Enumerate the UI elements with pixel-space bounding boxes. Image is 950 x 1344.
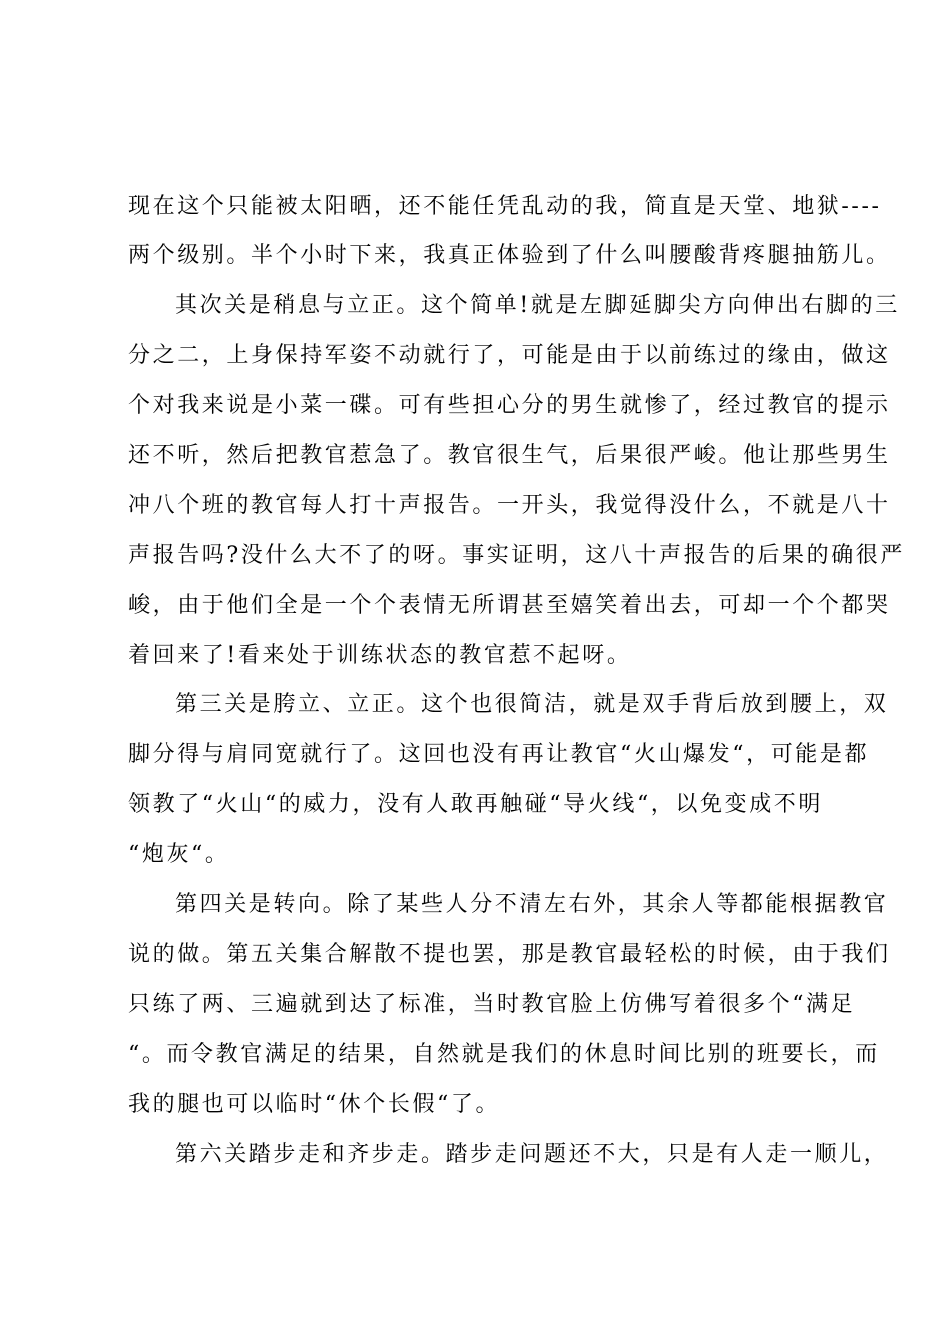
text-line-13: 领教了“火山“的威力，没有人敢再触碰“导火线“，以免变成不明 <box>128 792 823 817</box>
text-line-16: 说的做。第五关集合解散不提也罢，那是教官最轻松的时候，由于我们 <box>128 942 891 967</box>
paragraph-start-line: 其次关是稍息与立正。这个简单!就是左脚延脚尖方向伸出右脚的三 <box>175 293 900 318</box>
text-line-12: 脚分得与肩同宽就行了。这回也没有再让教官“火山爆发“，可能是都 <box>128 742 870 767</box>
text-line-7: 冲八个班的教官每人打十声报告。一开头，我觉得没什么，不就是八十 <box>128 493 891 518</box>
text-line-4: 分之二，上身保持军姿不动就行了，可能是由于以前练过的缘由，做这 <box>128 343 891 368</box>
text-line-2: 两个级别。半个小时下来，我真正体验到了什么叫腰酸背疼腿抽筋儿。 <box>128 243 891 268</box>
paragraph-start-line: 第四关是转向。除了某些人分不清左右外，其余人等都能根据教官 <box>175 892 889 917</box>
text-line-9: 峻，由于他们全是一个个表情无所谓甚至嬉笑着出去，可却一个个都哭 <box>128 593 891 618</box>
text-line-18: “。而令教官满足的结果，自然就是我们的休息时间比别的班要长，而 <box>128 1042 880 1067</box>
text-line-14: “炮灰“。 <box>128 842 230 867</box>
text-line-6: 还不听，然后把教官惹急了。教官很生气，后果很严峻。他让那些男生 <box>128 443 891 468</box>
text-line-5: 个对我来说是小菜一碟。可有些担心分的男生就惨了，经过教官的提示 <box>128 393 891 418</box>
paragraph-start-line: 第六关踏步走和齐步走。踏步走问题还不大，只是有人走一顺儿， <box>175 1142 889 1167</box>
text-line-17: 只练了两、三遍就到达了标准，当时教官脸上仿佛写着很多个“满足 <box>128 992 856 1017</box>
text-line-19: 我的腿也可以临时“休个长假“了。 <box>128 1092 501 1117</box>
text-line-1: 现在这个只能被太阳晒，还不能任凭乱动的我，简直是天堂、地狱---- <box>128 194 882 219</box>
text-line-10: 着回来了!看来处于训练状态的教官惹不起呀。 <box>128 643 632 668</box>
text-line-8: 声报告吗?没什么大不了的呀。事实证明，这八十声报告的后果的确很严 <box>128 543 905 568</box>
paragraph-start-line: 第三关是胯立、立正。这个也很简洁，就是双手背后放到腰上，双 <box>175 692 889 717</box>
